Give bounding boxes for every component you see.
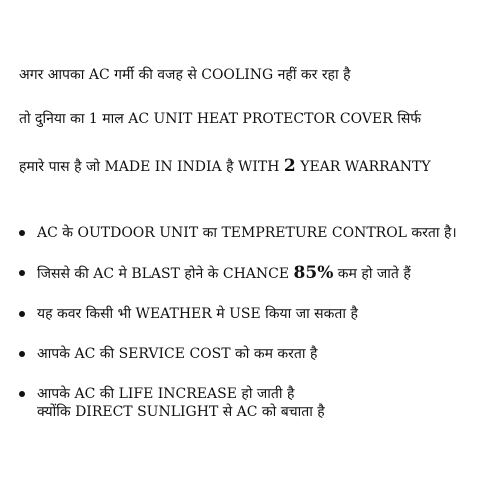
blast-chance-percent: 85%: [293, 263, 334, 283]
feature-text-after: कम हो जाते हैं: [333, 266, 411, 282]
feature-text-before: जिससे की AC मे BLAST होने के CHANCE: [37, 266, 294, 282]
feature-item: [19, 305, 496, 323]
warranty-years: 2: [283, 156, 296, 176]
bullet-icon: [19, 270, 25, 276]
bullet-icon: [19, 351, 25, 357]
feature-item: [19, 345, 496, 363]
bullet-icon: [19, 391, 25, 397]
feature-item: [19, 264, 496, 283]
feature-text-continued: क्योंकि DIRECT SUNLIGHT से AC को बचाता है: [37, 404, 325, 420]
bullet-icon: [19, 311, 25, 317]
bullet-icon: [19, 230, 25, 236]
intro-line-3-text-after: YEAR WARRANTY: [295, 159, 431, 175]
intro-line-3-text-before: हमारे पास है जो MADE IN INDIA है WITH: [19, 159, 284, 175]
feature-text: आपके AC की SERVICE COST को कम करता है: [37, 346, 318, 362]
feature-text: यह कवर किसी भी WEATHER मे USE किया जा सकता है: [37, 306, 358, 322]
feature-text: आपके AC की LIFE INCREASE हो जाती है: [37, 386, 295, 402]
intro-line-2: [19, 110, 492, 128]
feature-text: AC के OUTDOOR UNIT का TEMPRETURE CONTROL करता है।: [37, 225, 457, 241]
intro-line-1: [19, 66, 492, 84]
feature-list: [19, 224, 496, 443]
feature-item: [19, 385, 496, 421]
intro-line-2-text: तो दुनिया का 1 माल AC UNIT HEAT PROTECTOR COVER सिर्फ: [19, 111, 422, 127]
intro-line-1-text: अगर आपका AC गर्मी की वजह से COOLING नहीं कर रहा है: [19, 67, 351, 83]
intro-line-3: [19, 157, 492, 176]
feature-item: [19, 224, 496, 242]
